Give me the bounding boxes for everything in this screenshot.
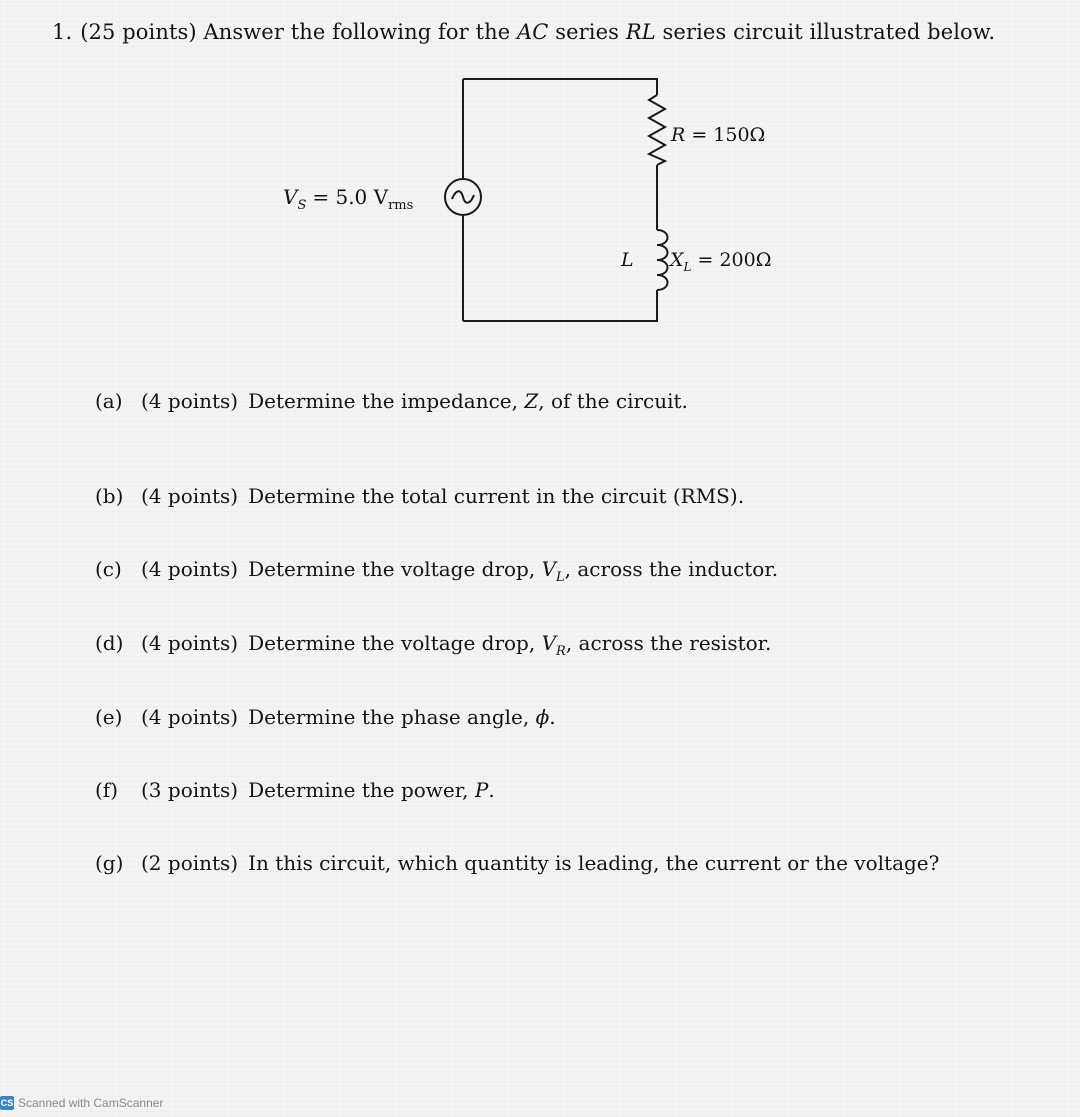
question-part-d	[95, 631, 771, 659]
circuit-wire-bottom	[463, 290, 657, 321]
ac-source-wave	[452, 191, 474, 203]
part-f-tail: .	[488, 778, 495, 802]
part-e-label: (e)	[95, 705, 123, 729]
part-f-text: Determine the power,	[248, 778, 475, 802]
scanner-watermark-text: Scanned with CamScanner	[18, 1096, 164, 1110]
problem-number: 1.	[52, 20, 73, 44]
question-part-c	[95, 557, 778, 585]
part-a-points: (4 points)	[141, 389, 239, 413]
part-c-points: (4 points)	[141, 557, 239, 581]
part-a-tail: , of the circuit.	[538, 389, 688, 413]
resistor-symbol: R	[671, 124, 686, 146]
part-b-points: (4 points)	[141, 484, 239, 508]
resistor-zigzag	[649, 95, 665, 165]
part-d-variable: V	[541, 631, 557, 655]
question-part-e	[95, 705, 556, 729]
part-d-subscript: R	[556, 644, 566, 659]
part-g-text: In this circuit, which quantity is leading, the current or the voltage?	[248, 851, 940, 875]
part-d-text: Determine the voltage drop,	[248, 631, 542, 655]
part-a-text: Determine the impedance,	[248, 389, 525, 413]
circuit-wire-top	[463, 79, 657, 95]
part-d-points: (4 points)	[141, 631, 239, 655]
part-d-tail: , across the resistor.	[565, 631, 772, 655]
part-e-tail: .	[549, 705, 556, 729]
rl-circuit-diagram	[0, 0, 1080, 360]
part-f-label: (f)	[95, 778, 119, 802]
reactance-symbol: X	[670, 249, 684, 271]
reactance-value: = 200Ω	[697, 249, 772, 271]
reactance-label	[668, 249, 771, 274]
problem-text-before: Answer the following for the	[203, 20, 518, 44]
resistor-value: = 150Ω	[691, 124, 766, 146]
part-c-variable: V	[541, 557, 557, 581]
question-part-g	[95, 851, 939, 875]
problem-text-mid: series	[548, 20, 626, 44]
part-e-text: Determine the phase angle,	[248, 705, 536, 729]
part-d-label: (d)	[95, 631, 124, 655]
rl-label: RL	[625, 20, 656, 44]
source-unit-subscript: rms	[388, 198, 414, 213]
source-label	[283, 185, 413, 213]
source-subscript: S	[297, 198, 307, 213]
question-part-f	[95, 778, 495, 802]
part-f-variable: P	[474, 778, 489, 802]
part-g-points: (2 points)	[141, 851, 239, 875]
source-symbol: V	[283, 185, 298, 209]
part-c-tail: , across the inductor.	[564, 557, 779, 581]
camscanner-logo-icon: CS	[0, 1098, 14, 1108]
problem-points: (25 points)	[80, 20, 197, 44]
source-value: = 5.0 V	[312, 185, 389, 209]
part-e-variable: ϕ	[535, 705, 550, 729]
inductor-symbol: L	[621, 249, 634, 271]
part-c-label: (c)	[95, 557, 122, 581]
part-g-label: (g)	[95, 851, 124, 875]
inductor-coil	[657, 230, 668, 290]
part-c-subscript: L	[556, 570, 565, 585]
question-part-b	[95, 484, 744, 508]
part-b-text: Determine the total current in the circuit (RMS).	[248, 484, 745, 508]
part-c-text: Determine the voltage drop,	[248, 557, 542, 581]
resistor-label	[670, 124, 765, 146]
part-f-points: (3 points)	[141, 778, 239, 802]
reactance-subscript: L	[683, 260, 692, 274]
part-a-variable: Z	[524, 389, 539, 413]
part-a-label: (a)	[95, 389, 123, 413]
problem-text-after: series circuit illustrated below.	[655, 20, 996, 44]
part-e-points: (4 points)	[141, 705, 239, 729]
part-b-label: (b)	[95, 484, 124, 508]
ac-label: AC	[517, 20, 549, 44]
question-part-a	[95, 389, 688, 413]
scanner-watermark	[0, 1093, 163, 1113]
